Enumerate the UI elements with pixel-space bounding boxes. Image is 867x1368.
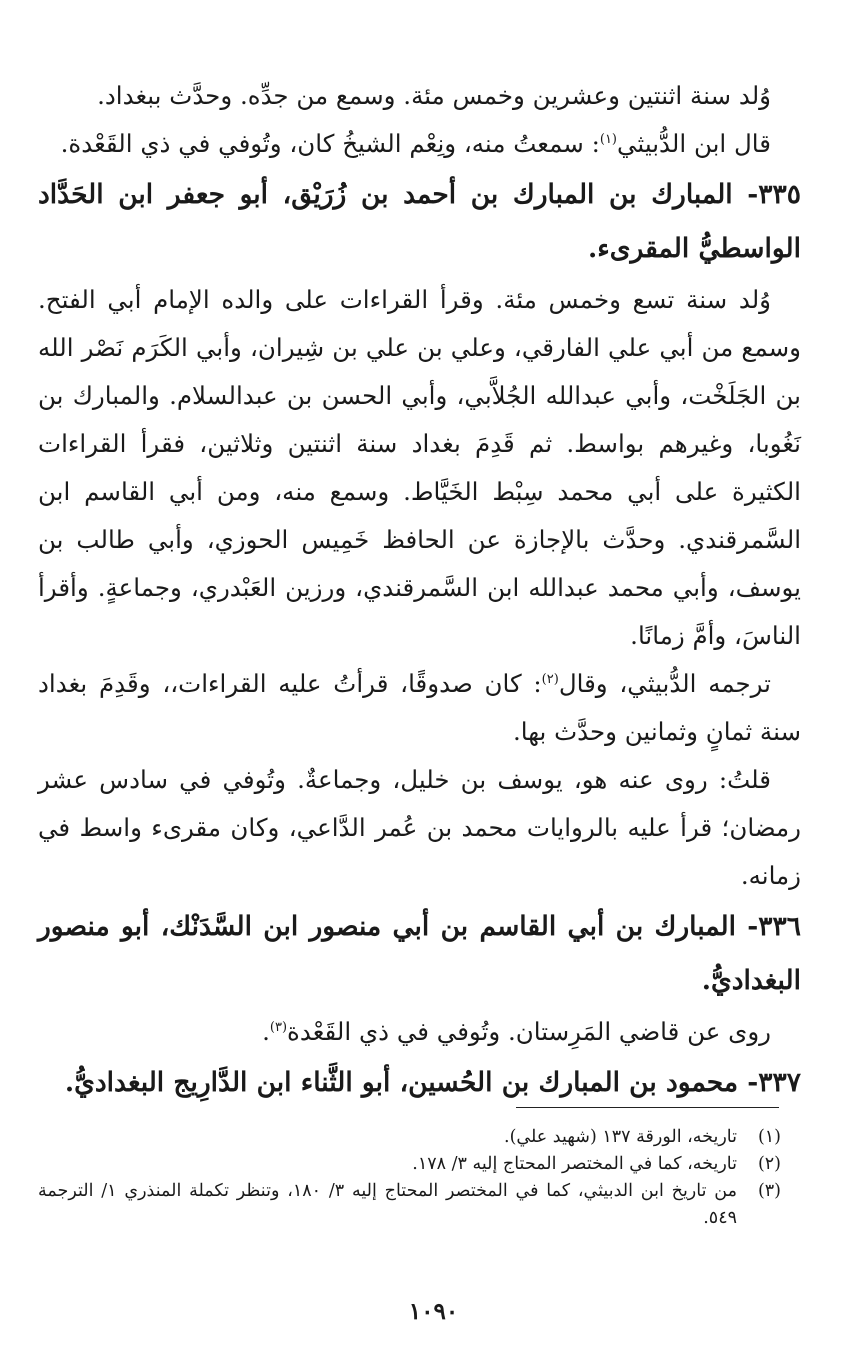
footnote-text: تاريخه، الورقة ١٣٧ (شهيد علي). [504, 1127, 737, 1147]
footnote-text: تاريخه، كما في المختصر المحتاج إليه ٣/ ١٧٨. [412, 1154, 737, 1174]
paragraph: وُلد سنة تسع وخمس مئة. وقرأ القراءات على والده الإمام أبي الفتح. وسمع من أبي علي الفارقي، وعلي بن علي بن شِيران، وأبي الكَرَم نَصْر الله بن الجَلَخْت، وأبي عبدالله الجُلاَّبي، وأبي الحسن بن عبدالسلام. والمبارك بن نَغُوبا، وغيرهم بواسط. ثم قَدِمَ بغداد سنة اثنتين وثلاثين، فقرأ القراءات الكثيرة على أبي محمد سِبْط الخَيَّاط. وسمع منه، ومن أبي القاسم ابن السَّمرقندي. وحدَّث بالإجازة عن الحافظ خَمِيس الحوزي، وأبي طالب بن يوسف، وأبي محمد عبدالله ابن السَّمرقندي، ورزين العَبْدري، وجماعةٍ. وأقرأ الناسَ، وأمَّ زمانًا. [38, 285, 801, 650]
footnote-text: من تاريخ ابن الدبيثي، كما في المختصر المحتاج إليه ٣/ ١٨٠، وتنظر تكملة المنذري ١/ الترجمة ٥٤٩. [38, 1181, 737, 1228]
paragraph: وُلد سنة اثنتين وعشرين وخمس مئة. وسمع من جدِّه. وحدَّث ببغداد. [97, 81, 771, 110]
footnote [38, 1151, 781, 1178]
footnote-number: (٢) [757, 1154, 781, 1174]
footnote-ref[interactable]: (١) [599, 131, 617, 147]
entry-heading: ٣٣٧- محمود بن المبارك بن الحُسين، أبو الثَّناء ابن الدَّارِيج البغداديُّ. [64, 1067, 801, 1098]
entry-heading: ٣٣٦- المبارك بن أبي القاسم بن أبي منصور ابن السَّدَنْك، أبو منصور البغداديُّ. [38, 911, 801, 996]
page-number: ١٠٩٠ [408, 1298, 459, 1325]
paragraph: قلتُ: روى عنه هو، يوسف بن خليل، وجماعةٌ. وتُوفي في سادس عشر رمضان؛ قرأ عليه بالروايات محمد بن عُمر الدَّاعي، وكان مقرىء واسط في زمانه. [38, 765, 801, 890]
footnote [38, 1124, 781, 1151]
footnote-divider [516, 1107, 779, 1108]
footnote-ref[interactable]: (٢) [541, 671, 559, 687]
entry-heading: ٣٣٥- المبارك بن المبارك بن أحمد بن زُرَيْق، أبو جعفر ابن الحَدَّاد الواسطيُّ المقرىء. [38, 179, 801, 264]
paragraph: قال ابن الدُّبيثي$^{(١)}$: سمعتُ منه، ونِعْم الشيخُ كان، وتُوفي في ذي القَعْدة. [60, 129, 771, 158]
paragraph: روى عن قاضي المَرِستان. وتُوفي في ذي القَعْدة$^{(٣)}$. [262, 1017, 771, 1046]
main-text [38, 72, 801, 1110]
paragraph: ترجمه الدُّبيثي، وقال$^{(٢)}$: كان صدوقًا، قرأتُ عليه القراءات،، وقَدِمَ بغداد سنة ثمانٍ وثمانين وحدَّث بها. [38, 669, 801, 746]
footnote-number: (١) [757, 1127, 781, 1147]
footnote-ref[interactable]: (٣) [269, 1019, 288, 1035]
footnote [38, 1178, 781, 1232]
footnote-number: (٣) [757, 1181, 781, 1201]
footnotes [38, 1124, 781, 1232]
